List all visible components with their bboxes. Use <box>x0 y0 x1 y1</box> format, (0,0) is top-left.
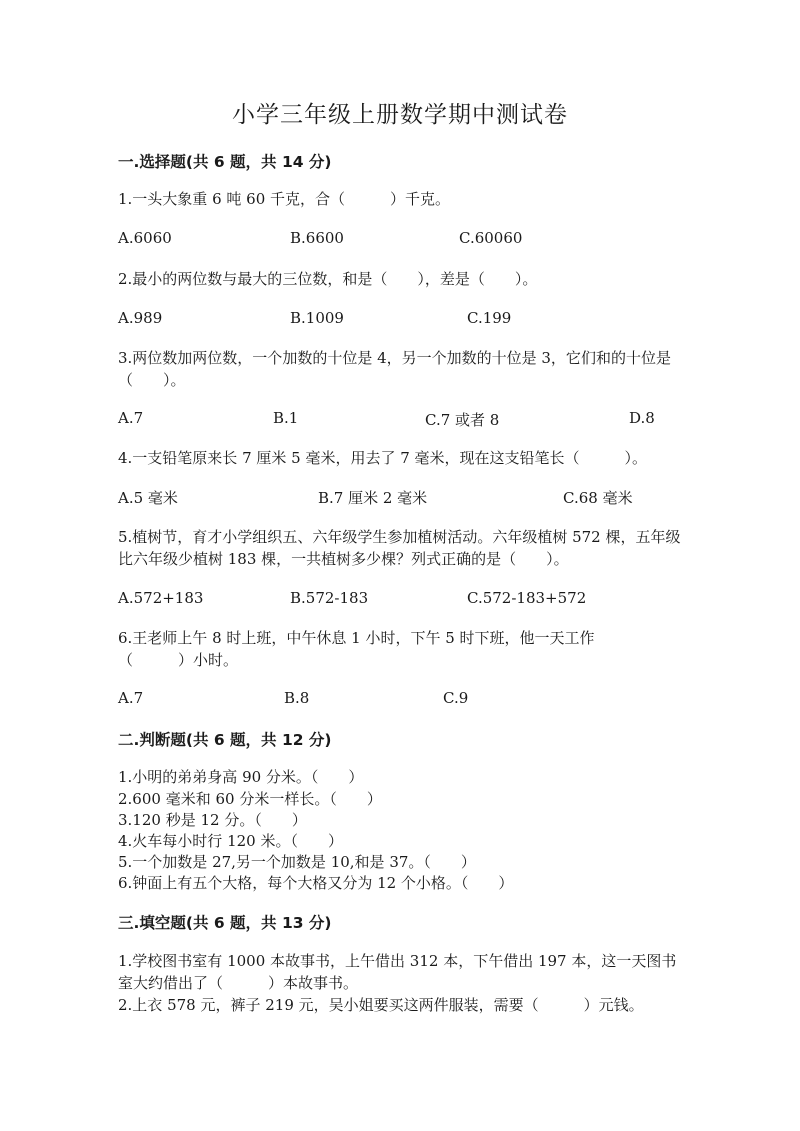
question-text: 4.一支铅笔原来长 7 厘米 5 毫米，用去了 7 毫米，现在这支铅笔长（ ）。 <box>118 449 648 467</box>
option-d: D.8 <box>629 409 655 427</box>
judge-item: 3.120 秒是 12 分。（ ） <box>118 811 307 829</box>
fill-item: 2.上衣 578 元，裤子 219 元，吴小姐要买这两件服装，需要（ ）元钱。 <box>118 996 644 1014</box>
question-text: 1.一头大象重 6 吨 60 千克，合（ ）千克。 <box>118 190 451 208</box>
option-a: A.7 <box>118 689 144 707</box>
option-c: C.7 或者 8 <box>425 411 500 429</box>
option-c: C.199 <box>467 309 512 327</box>
option-a: A.572+183 <box>118 589 204 607</box>
option-a: A.6060 <box>118 229 172 247</box>
section-heading-judge: 二.判断题(共 6 题，共 12 分) <box>118 731 332 749</box>
option-c: C.9 <box>443 689 469 707</box>
question-text: 5.植树节，育才小学组织五、六年级学生参加植树活动。六年级植树 572 棵，五年级比六年级少植树 183 棵，一共植树多少棵？列式正确的是（ ）。 <box>118 528 681 568</box>
option-a: A.7 <box>118 409 144 427</box>
option-b: B.572-183 <box>290 589 369 607</box>
section-heading-choice: 一.选择题(共 6 题，共 14 分) <box>118 153 332 171</box>
judge-item: 2.600 毫米和 60 分米一样长。（ ） <box>118 790 382 808</box>
judge-item: 1.小明的弟弟身高 90 分米。（ ） <box>118 768 364 786</box>
question-text: 6.王老师上午 8 时上班，中午休息 1 小时，下午 5 时下班，他一天工作 （ ）小时。 <box>118 629 595 669</box>
judge-item: 5.一个加数是 27,另一个加数是 10,和是 37。（ ） <box>118 853 476 871</box>
section-heading-fill: 三.填空题(共 6 题，共 13 分) <box>118 914 332 932</box>
option-a: A.989 <box>118 309 163 327</box>
question-text: 2.最小的两位数与最大的三位数，和是（ ），差是（ ）。 <box>118 270 538 288</box>
option-b: B.8 <box>284 689 310 707</box>
option-b: B.6600 <box>290 229 344 247</box>
page-title: 小学三年级上册数学期中测试卷 <box>232 102 568 128</box>
option-c: C.60060 <box>459 229 523 247</box>
option-b: B.1 <box>273 409 299 427</box>
judge-item: 6.钟面上有五个大格，每个大格又分为 12 个小格。（ ） <box>118 874 514 892</box>
judge-item: 4.火车每小时行 120 米。（ ） <box>118 832 343 850</box>
option-a: A.5 毫米 <box>118 489 178 507</box>
question-text: 3.两位数加两位数，一个加数的十位是 4，另一个加数的十位是 3，它们和的十位是（ ）。 <box>118 349 671 389</box>
option-c: C.68 毫米 <box>563 489 633 507</box>
option-b: B.7 厘米 2 毫米 <box>318 489 428 507</box>
fill-item: 1.学校图书室有 1000 本故事书，上午借出 312 本，下午借出 197 本，这一天图书室大约借出了（ ）本故事书。 <box>118 952 677 992</box>
option-c: C.572-183+572 <box>467 589 587 607</box>
option-b: B.1009 <box>290 309 344 327</box>
